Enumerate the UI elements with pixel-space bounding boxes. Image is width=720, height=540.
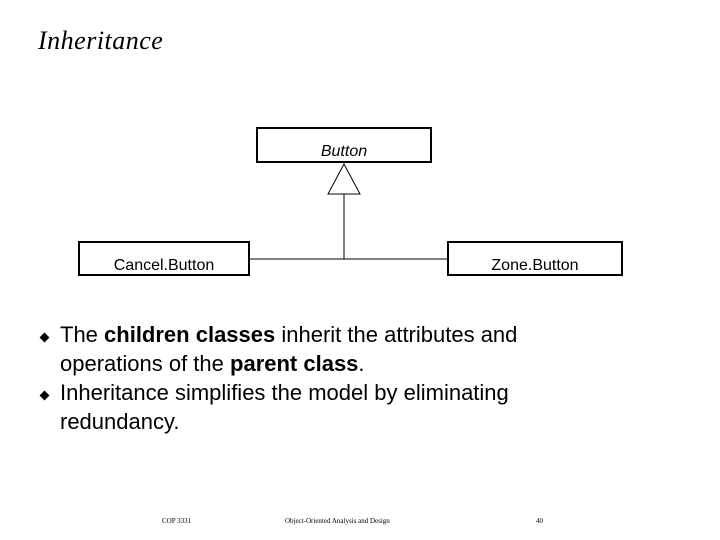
bullet-item [40, 378, 600, 436]
diamond-bullet-icon [40, 391, 50, 401]
parent-class [257, 128, 431, 162]
slide-title: Inheritance [38, 26, 164, 55]
generalization-arrowhead [328, 164, 360, 194]
bullet-text [60, 322, 517, 376]
bullet-text-bold: children classes [104, 322, 276, 347]
diamond-bullet-icon [40, 333, 50, 343]
child-class-label: Cancel.Button [113, 257, 215, 274]
child-class-cancel [79, 242, 249, 275]
footer-subject: Object-Oriented Analysis and Design [285, 517, 390, 525]
child-class-label: Zone.Button [491, 257, 579, 274]
bullet-text-segment: inherit the attributes and operations of the [60, 322, 518, 376]
parent-class-label: Button [320, 143, 368, 160]
bullet-text-segment: Inheritance simplifies the model by eliminating redundancy. [60, 380, 509, 434]
footer-course: COP 3331 [162, 517, 192, 525]
child-class-zone [448, 242, 622, 275]
bullet-item [40, 320, 600, 378]
bullet-list [40, 320, 600, 436]
footer-page-number: 40 [536, 517, 543, 525]
bullet-text [60, 380, 509, 434]
bullet-text-segment: . [358, 351, 365, 376]
bullet-text-segment: The [60, 322, 105, 347]
bullet-text-bold: parent class [230, 351, 359, 376]
